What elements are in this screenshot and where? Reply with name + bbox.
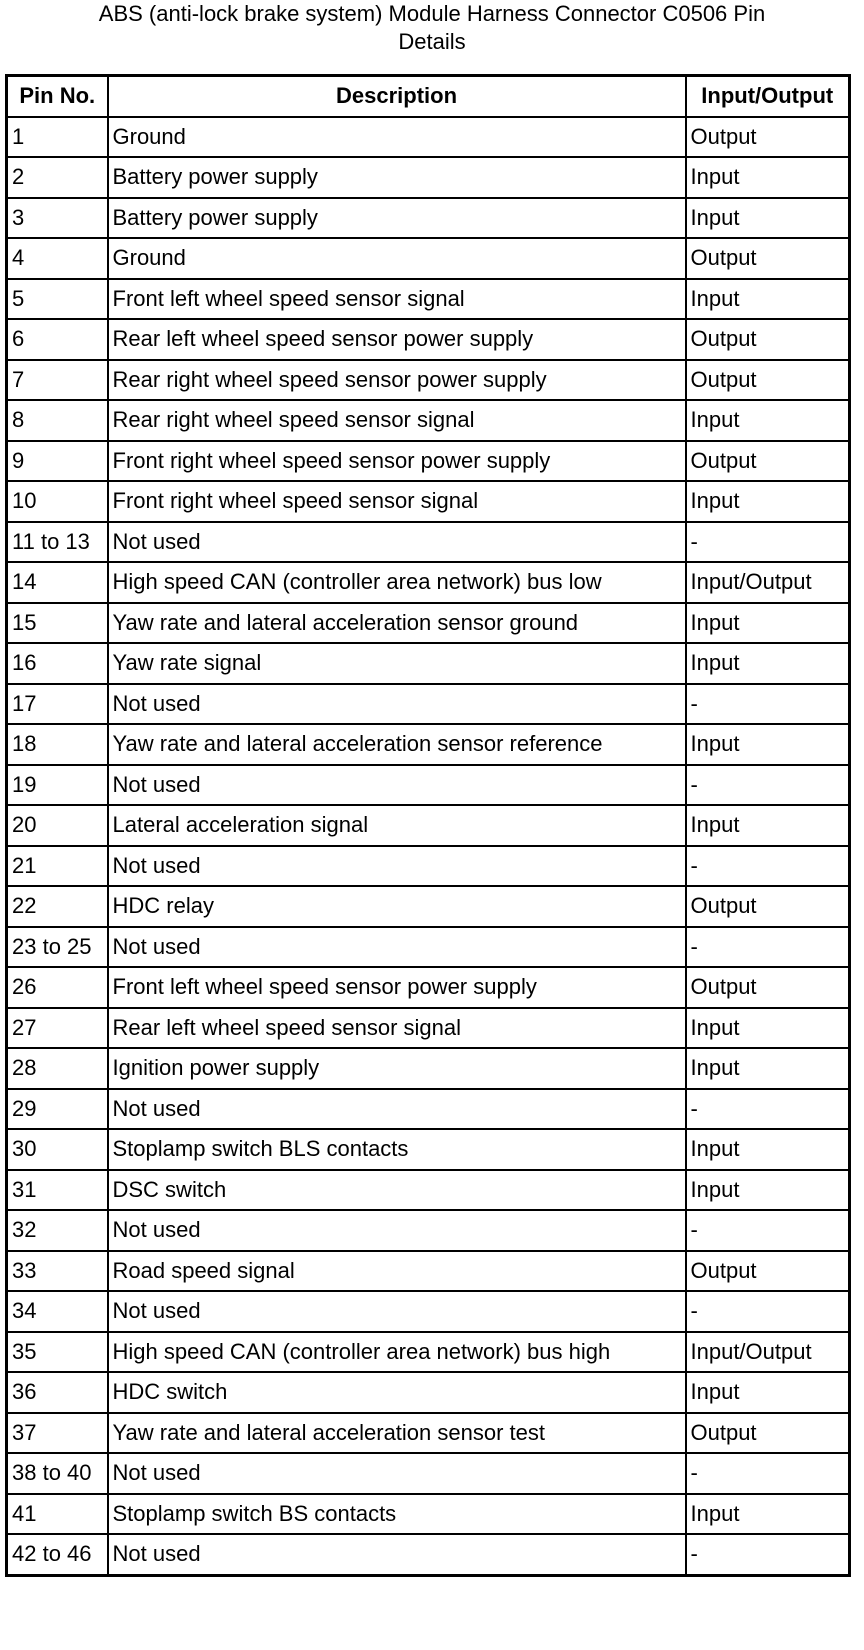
- description-cell: Battery power supply: [108, 157, 686, 198]
- pin-cell: 1: [7, 117, 108, 158]
- description-cell: Yaw rate signal: [108, 643, 686, 684]
- pin-cell: 8: [7, 400, 108, 441]
- description-cell: DSC switch: [108, 1170, 686, 1211]
- pin-cell: 7: [7, 360, 108, 401]
- pin-details-table: [5, 74, 851, 1577]
- table-row: [7, 1210, 850, 1251]
- description-cell: Not used: [108, 1210, 686, 1251]
- pin-cell: 22: [7, 886, 108, 927]
- input-output-cell: -: [686, 684, 850, 725]
- table-row: [7, 1089, 850, 1130]
- input-output-cell: Input: [686, 1129, 850, 1170]
- input-output-cell: Input: [686, 481, 850, 522]
- input-output-cell: Input: [686, 1008, 850, 1049]
- description-cell: Ground: [108, 117, 686, 158]
- header-pin-no: Pin No.: [7, 76, 108, 117]
- input-output-cell: Input: [686, 157, 850, 198]
- description-cell: Not used: [108, 765, 686, 806]
- pin-cell: 19: [7, 765, 108, 806]
- input-output-cell: Output: [686, 1413, 850, 1454]
- pin-cell: 30: [7, 1129, 108, 1170]
- input-output-cell: Output: [686, 319, 850, 360]
- description-cell: Rear right wheel speed sensor power supply: [108, 360, 686, 401]
- pin-cell: 29: [7, 1089, 108, 1130]
- table-row: [7, 117, 850, 158]
- table-row: [7, 1170, 850, 1211]
- pin-cell: 3: [7, 198, 108, 239]
- description-cell: HDC relay: [108, 886, 686, 927]
- pin-cell: 31: [7, 1170, 108, 1211]
- pin-cell: 16: [7, 643, 108, 684]
- description-cell: High speed CAN (controller area network) bus high: [108, 1332, 686, 1373]
- pin-cell: 15: [7, 603, 108, 644]
- table-row: [7, 1129, 850, 1170]
- input-output-cell: Output: [686, 441, 850, 482]
- pin-cell: 27: [7, 1008, 108, 1049]
- table-row: [7, 967, 850, 1008]
- table-row: [7, 1332, 850, 1373]
- pin-cell: 33: [7, 1251, 108, 1292]
- input-output-cell: Input: [686, 400, 850, 441]
- table-row: [7, 198, 850, 239]
- description-cell: Ignition power supply: [108, 1048, 686, 1089]
- description-cell: Rear left wheel speed sensor signal: [108, 1008, 686, 1049]
- table-row: [7, 1048, 850, 1089]
- description-cell: Front left wheel speed sensor signal: [108, 279, 686, 320]
- pin-cell: 17: [7, 684, 108, 725]
- input-output-cell: Output: [686, 117, 850, 158]
- table-row: [7, 603, 850, 644]
- pin-cell: 14: [7, 562, 108, 603]
- header-description: Description: [108, 76, 686, 117]
- description-cell: Ground: [108, 238, 686, 279]
- input-output-cell: Input: [686, 1372, 850, 1413]
- input-output-cell: Input: [686, 724, 850, 765]
- description-cell: Front left wheel speed sensor power supply: [108, 967, 686, 1008]
- table-row: [7, 1453, 850, 1494]
- input-output-cell: Input: [686, 603, 850, 644]
- table-row: [7, 522, 850, 563]
- input-output-cell: Output: [686, 967, 850, 1008]
- page-title: [0, 0, 864, 56]
- pin-cell: 21: [7, 846, 108, 887]
- pin-cell: 26: [7, 967, 108, 1008]
- input-output-cell: Output: [686, 360, 850, 401]
- input-output-cell: Input: [686, 1170, 850, 1211]
- pin-cell: 6: [7, 319, 108, 360]
- description-cell: Not used: [108, 1534, 686, 1575]
- table-row: [7, 1251, 850, 1292]
- description-cell: HDC switch: [108, 1372, 686, 1413]
- description-cell: Not used: [108, 927, 686, 968]
- description-cell: Yaw rate and lateral acceleration sensor reference: [108, 724, 686, 765]
- title-line-1: ABS (anti-lock brake system) Module Harness Connector C0506 Pin: [98, 1, 766, 26]
- table-row: [7, 724, 850, 765]
- pin-cell: 4: [7, 238, 108, 279]
- input-output-cell: -: [686, 765, 850, 806]
- table-row: [7, 360, 850, 401]
- input-output-cell: -: [686, 927, 850, 968]
- table-row: [7, 1413, 850, 1454]
- pin-cell: 10: [7, 481, 108, 522]
- pin-cell: 23 to 25: [7, 927, 108, 968]
- description-cell: Rear right wheel speed sensor signal: [108, 400, 686, 441]
- table-row: [7, 481, 850, 522]
- pin-cell: 20: [7, 805, 108, 846]
- input-output-cell: Output: [686, 1251, 850, 1292]
- description-cell: Stoplamp switch BLS contacts: [108, 1129, 686, 1170]
- description-cell: Not used: [108, 1453, 686, 1494]
- description-cell: Lateral acceleration signal: [108, 805, 686, 846]
- input-output-cell: -: [686, 1089, 850, 1130]
- table-row: [7, 319, 850, 360]
- table-row: [7, 1534, 850, 1575]
- pin-cell: 35: [7, 1332, 108, 1373]
- table-row: [7, 927, 850, 968]
- pin-cell: 11 to 13: [7, 522, 108, 563]
- pin-cell: 34: [7, 1291, 108, 1332]
- description-cell: Not used: [108, 522, 686, 563]
- input-output-cell: Output: [686, 886, 850, 927]
- pin-cell: 37: [7, 1413, 108, 1454]
- input-output-cell: Input: [686, 279, 850, 320]
- description-cell: Rear left wheel speed sensor power supply: [108, 319, 686, 360]
- table-row: [7, 1291, 850, 1332]
- pin-cell: 5: [7, 279, 108, 320]
- pin-cell: 36: [7, 1372, 108, 1413]
- pin-cell: 9: [7, 441, 108, 482]
- table-row: [7, 886, 850, 927]
- table-row: [7, 846, 850, 887]
- input-output-cell: Input: [686, 805, 850, 846]
- description-cell: High speed CAN (controller area network) bus low: [108, 562, 686, 603]
- pin-cell: 41: [7, 1494, 108, 1535]
- description-cell: Front right wheel speed sensor power supply: [108, 441, 686, 482]
- table-body: [7, 117, 850, 1576]
- table-row: [7, 1008, 850, 1049]
- input-output-cell: Input/Output: [686, 562, 850, 603]
- pin-cell: 18: [7, 724, 108, 765]
- header-input-output: Input/Output: [686, 76, 850, 117]
- table-row: [7, 157, 850, 198]
- pin-cell: 32: [7, 1210, 108, 1251]
- description-cell: Not used: [108, 1089, 686, 1130]
- input-output-cell: Input: [686, 1494, 850, 1535]
- table-row: [7, 238, 850, 279]
- pin-cell: 42 to 46: [7, 1534, 108, 1575]
- description-cell: Yaw rate and lateral acceleration sensor test: [108, 1413, 686, 1454]
- pin-cell: 28: [7, 1048, 108, 1089]
- description-cell: Not used: [108, 1291, 686, 1332]
- table-row: [7, 1494, 850, 1535]
- table-header-row: [7, 76, 850, 117]
- description-cell: Front right wheel speed sensor signal: [108, 481, 686, 522]
- table-row: [7, 643, 850, 684]
- input-output-cell: Input: [686, 1048, 850, 1089]
- input-output-cell: Input: [686, 643, 850, 684]
- table-row: [7, 805, 850, 846]
- description-cell: Not used: [108, 846, 686, 887]
- description-cell: Yaw rate and lateral acceleration sensor ground: [108, 603, 686, 644]
- input-output-cell: Input/Output: [686, 1332, 850, 1373]
- description-cell: Stoplamp switch BS contacts: [108, 1494, 686, 1535]
- input-output-cell: -: [686, 1534, 850, 1575]
- input-output-cell: -: [686, 1210, 850, 1251]
- description-cell: Not used: [108, 684, 686, 725]
- input-output-cell: -: [686, 1453, 850, 1494]
- input-output-cell: Input: [686, 198, 850, 239]
- table-row: [7, 562, 850, 603]
- table-row: [7, 765, 850, 806]
- description-cell: Battery power supply: [108, 198, 686, 239]
- pin-cell: 38 to 40: [7, 1453, 108, 1494]
- table-row: [7, 400, 850, 441]
- table-row: [7, 684, 850, 725]
- table-row: [7, 441, 850, 482]
- table-row: [7, 279, 850, 320]
- pin-cell: 2: [7, 157, 108, 198]
- title-line-2: Details: [398, 29, 466, 54]
- table-row: [7, 1372, 850, 1413]
- input-output-cell: -: [686, 846, 850, 887]
- input-output-cell: Output: [686, 238, 850, 279]
- input-output-cell: -: [686, 1291, 850, 1332]
- description-cell: Road speed signal: [108, 1251, 686, 1292]
- input-output-cell: -: [686, 522, 850, 563]
